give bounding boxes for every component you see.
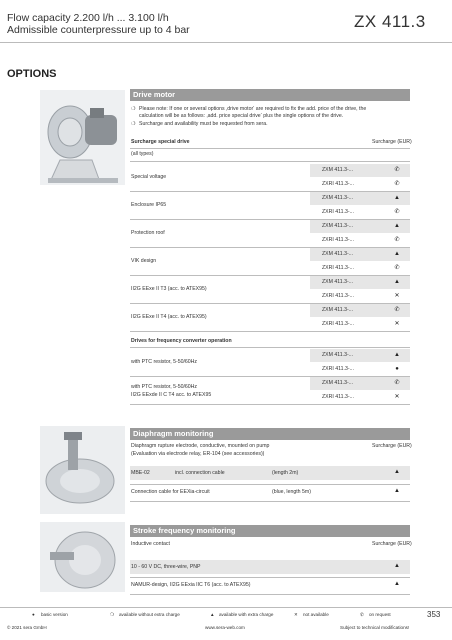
legend xyxy=(32,612,412,620)
diaphragm-title: Diaphragm monitoring xyxy=(133,429,214,438)
diaphragm-surcharge-header: Surcharge (EUR) xyxy=(372,443,412,449)
model-cell: ZXM 411.3-... xyxy=(322,352,354,358)
availability-icon: ✆ xyxy=(394,209,400,215)
triangle-icon: ▲ xyxy=(394,563,400,569)
model-cell: ZXM 411.3-... xyxy=(322,195,354,201)
model-cell: ZXM 411.3-... xyxy=(322,167,354,173)
note-line-3: Surcharge and availability must be requested from sera. xyxy=(139,121,268,127)
legend-label: available with extra charge xyxy=(219,612,274,617)
product-title: ZX 411.3 xyxy=(354,12,426,31)
model-cell: ZXM 411.3-... xyxy=(322,223,354,229)
diaphragm-row-1-c2: incl. connection cable xyxy=(175,470,225,476)
model-cell: ZXRI 411.3-... xyxy=(322,265,354,271)
drive-option-label: VIK design xyxy=(131,258,157,264)
model-cell: ZXM 411.3-... xyxy=(322,251,354,257)
all-types-label: (all types) xyxy=(131,151,154,157)
availability-icon: ✕ xyxy=(394,394,400,400)
diaphragm-photo xyxy=(40,426,125,514)
model-cell: ZXRI 411.3-... xyxy=(322,181,354,187)
divider xyxy=(130,404,410,405)
divider xyxy=(130,331,410,332)
diaphragm-desc-2: (Evaluation via electrode relay, ER-104 (see accessories)) xyxy=(131,451,265,457)
triangle-icon: ▲ xyxy=(394,581,400,587)
availability-icon: ✕ xyxy=(394,321,400,327)
model-cell: ZXRI 411.3-... xyxy=(322,366,354,372)
stroke-photo xyxy=(40,522,125,592)
availability-icon: ▲ xyxy=(394,279,400,285)
legend-symbol: ✆ xyxy=(360,612,364,617)
note-line-1: Please note: If one or several options ‚drive motor‘ are required to fix the add. price of the drive, the xyxy=(139,106,367,112)
divider xyxy=(130,594,410,595)
converter-label-2: II2G EExde II C T4 acc. to ATEX95 xyxy=(131,392,212,398)
model-cell: ZXM 411.3-... xyxy=(322,380,354,386)
footer-notice: Subject to technical modifications! xyxy=(340,625,410,630)
table-row xyxy=(130,466,410,480)
divider xyxy=(130,484,410,485)
drive-option-label: Enclosure IP65 xyxy=(131,202,167,208)
divider xyxy=(130,148,410,149)
footer-rule xyxy=(0,607,452,608)
drive-option-label: Protection roof xyxy=(131,230,165,236)
footer-copyright: © 2021 sera GmbH xyxy=(7,625,47,630)
availability-icon: ● xyxy=(395,366,399,372)
converter-label-1: with PTC resistor, 5-50/60Hz xyxy=(131,384,198,390)
divider xyxy=(130,161,410,162)
availability-icon: ▲ xyxy=(394,195,400,201)
model-cell: ZXRI 411.3-... xyxy=(322,321,354,327)
legend-label: available without extra charge xyxy=(119,612,180,617)
legend-symbol: ● xyxy=(32,612,35,617)
note-bullet-2: ❍ xyxy=(131,121,136,127)
stroke-desc: Inductive contact xyxy=(131,541,170,547)
availability-icon: ✆ xyxy=(394,167,400,173)
legend-symbol: ▲ xyxy=(210,612,215,617)
drive-motor-title: Drive motor xyxy=(133,90,176,99)
surcharge-special-drive-label: Surcharge special drive xyxy=(131,139,190,145)
model-cell: ZXM 411.3-... xyxy=(322,279,354,285)
model-cell: ZXRI 411.3-... xyxy=(322,293,354,299)
model-cell: ZXRI 411.3-... xyxy=(322,394,354,400)
stroke-title: Stroke frequency monitoring xyxy=(133,526,236,535)
availability-icon: ▲ xyxy=(394,251,400,257)
availability-icon: ✆ xyxy=(394,181,400,187)
diaphragm-row-1-c3: (length 2m) xyxy=(272,470,299,476)
legend-label: on request xyxy=(369,612,391,617)
header-rule xyxy=(0,42,452,43)
footer-web[interactable]: www.sera-web.com xyxy=(205,625,245,630)
availability-icon: ✆ xyxy=(394,265,400,271)
availability-icon: ✆ xyxy=(394,307,400,313)
stroke-row-1: 10 - 60 V DC, three-wire, PNP xyxy=(131,564,201,570)
drive-motor-photo xyxy=(40,90,125,185)
availability-icon: ▲ xyxy=(394,223,400,229)
legend-symbol: ❍ xyxy=(110,612,115,617)
diaphragm-row-2-c3: (blue, length 5m) xyxy=(272,489,311,495)
stroke-surcharge-header: Surcharge (EUR) xyxy=(372,541,412,547)
diaphragm-row-2-c1: Connection cable for EEXia-circuit xyxy=(131,489,210,495)
triangle-icon: ▲ xyxy=(394,488,400,494)
converter-label-1: with PTC resistor, 5-50/60Hz xyxy=(131,359,198,365)
options-heading: OPTIONS xyxy=(7,68,57,80)
divider xyxy=(130,501,410,502)
divider xyxy=(130,577,410,578)
triangle-icon: ▲ xyxy=(394,469,400,475)
drive-option-label: II2G EExe II T3 (acc. to ATEX95) xyxy=(131,286,207,292)
header-subtitle-1: Flow capacity 2.200 l/h ... 3.100 l/h xyxy=(7,12,169,24)
header-subtitle-2: Admissible counterpressure up to 4 bar xyxy=(7,24,190,36)
diaphragm-row-1-c1: MBE-02 xyxy=(131,470,150,476)
model-cell: ZXM 411.3-... xyxy=(322,307,354,313)
converter-title: Drives for frequency converter operation xyxy=(131,338,232,344)
availability-icon: ✆ xyxy=(394,380,400,386)
surcharge-eur-header: Surcharge (EUR) xyxy=(372,139,412,145)
drive-option-label: II2G EExe II T4 (acc. to ATEX95) xyxy=(131,314,207,320)
diaphragm-desc-1: Diaphragm rupture electrode, conductive, mounted on pump xyxy=(131,443,270,449)
model-cell: ZXRI 411.3-... xyxy=(322,209,354,215)
note-bullet-1: ❍ xyxy=(131,106,136,112)
drive-option-label: Special voltage xyxy=(131,174,167,180)
legend-label: not available xyxy=(303,612,329,617)
availability-icon: ✕ xyxy=(394,293,400,299)
page-number: 353 xyxy=(427,610,441,619)
availability-icon: ✆ xyxy=(394,237,400,243)
legend-symbol: ✕ xyxy=(294,612,298,617)
availability-icon: ▲ xyxy=(394,352,400,358)
stroke-row-2: NAMUR-design, II2G EExia IIC T6 (acc. to ATEX95) xyxy=(131,582,251,588)
note-line-2: calculation will be as follows: ‚add. price special drive‘ plus the single options of the drive. xyxy=(139,113,344,119)
model-cell: ZXRI 411.3-... xyxy=(322,237,354,243)
divider xyxy=(130,347,410,348)
legend-label: basic version xyxy=(41,612,68,617)
